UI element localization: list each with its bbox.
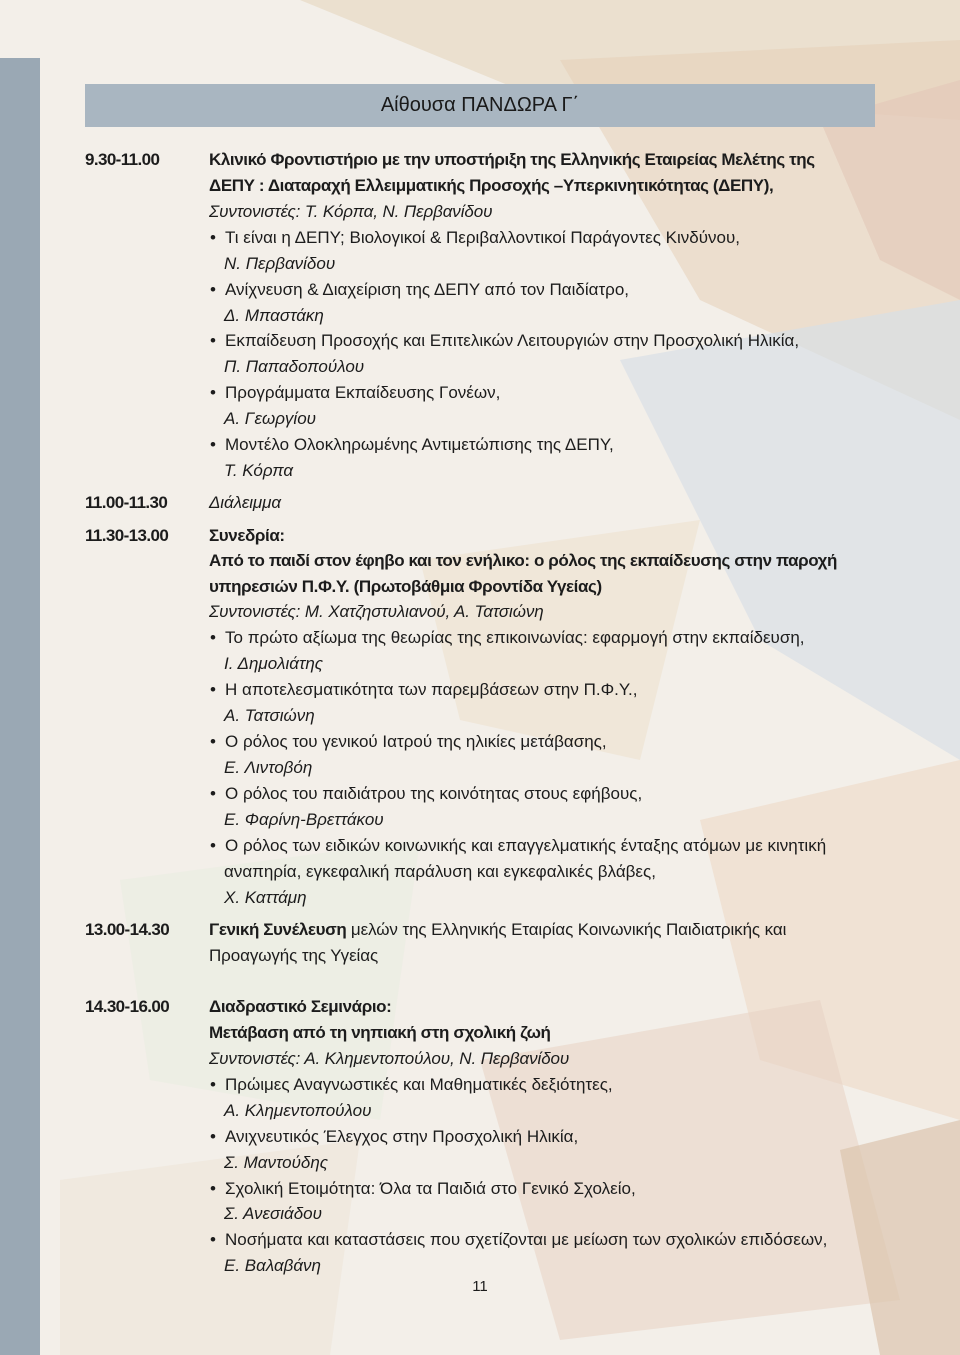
talk-item: • Η αποτελεσματικότητα των παρεμβάσεων στην Π.Φ.Υ., xyxy=(210,680,638,700)
assembly-desc: μελών της Ελληνικής Εταιρίας Κοινωνικής Παιδιατρικής και xyxy=(346,920,787,939)
assembly-line xyxy=(209,920,786,940)
session-title: Μετάβαση από τη νηπιακή στη σχολική ζωή xyxy=(209,1023,551,1042)
speaker-name: Ν. Περβανίδου xyxy=(224,254,336,273)
assembly-desc-cont: Προαγωγής της Υγείας xyxy=(209,946,379,965)
talk-item: • Ανιχνευτικός Έλεγχος στην Προσχολική Ηλικία, xyxy=(210,1127,578,1147)
page-number: 11 xyxy=(472,1278,488,1295)
talk-item: • Τι είναι η ΔΕΠΥ; Βιολογικοί & Περιβαλλοντικοί Παράγοντες Κινδύνου, xyxy=(210,228,740,248)
break-label: Διάλειμμα xyxy=(209,493,281,512)
room-title: Αίθουσα ΠΑΝΔΩΡΑ Γ΄ xyxy=(380,94,580,116)
talk-item: • Ο ρόλος του παιδιάτρου της κοινότητας στους εφήβους, xyxy=(210,784,642,804)
talk-item: • Ο ρόλος των ειδικών κοινωνικής και επαγγελματικής ένταξης ατόμων με κινητική xyxy=(210,836,826,856)
session-title: Κλινικό Φροντιστήριο με την υποστήριξη της Ελληνικής Εταιρείας Μελέτης της xyxy=(209,150,815,169)
talk-item: • Προγράμματα Εκπαίδευσης Γονέων, xyxy=(210,383,500,403)
session-title: Από το παιδί στον έφηβο και τον ενήλικο: ο ρόλος της εκπαίδευσης στην παροχή xyxy=(209,551,838,570)
speaker-name: Χ. Καττάμη xyxy=(224,888,307,907)
speaker-name: Σ. Μαντούδης xyxy=(224,1153,329,1172)
speaker-name: Τ. Κόρπα xyxy=(224,461,294,480)
talk-item: • Ο ρόλος του γενικού Ιατρού της ηλικίες μετάβασης, xyxy=(210,732,607,752)
session-time: 14.30-16.00 xyxy=(85,997,170,1016)
session-title-cont: υπηρεσιών Π.Φ.Υ. (Πρωτοβάθμια Φροντίδα Υγείας) xyxy=(209,577,602,596)
break-time: 11.00-11.30 xyxy=(85,493,168,512)
talk-item-cont: αναπηρία, εγκεφαλική παράλυση και εγκεφαλικές βλάβες, xyxy=(224,862,656,881)
session-label: Συνεδρία: xyxy=(209,526,285,545)
session-time: 9.30-11.00 xyxy=(85,150,160,169)
session-time: 11.30-13.00 xyxy=(85,526,169,545)
speaker-name: Ε. Φαρίνη-Βρεττάκου xyxy=(224,810,384,829)
talk-item: • Εκπαίδευση Προσοχής και Επιτελικών Λειτουργιών στην Προσχολική Ηλικία, xyxy=(210,331,799,351)
talk-item: • Το πρώτο αξίωμα της θεωρίας της επικοινωνίας: εφαρμογή στην εκπαίδευση, xyxy=(210,628,805,648)
speaker-name: Ε. Λιντοβόη xyxy=(224,758,313,777)
talk-item: • Σχολική Ετοιμότητα: Όλα τα Παιδιά στο Γενικό Σχολείο, xyxy=(210,1179,636,1199)
speaker-name: Α. Κλημεντοπούλου xyxy=(224,1101,372,1120)
speaker-name: Ε. Βαλαβάνη xyxy=(224,1256,321,1275)
speaker-name: Σ. Ανεσιάδου xyxy=(224,1204,322,1223)
speaker-name: Δ. Μπαστάκη xyxy=(224,306,324,325)
speaker-name: Α. Τατσιώνη xyxy=(224,706,315,725)
session-label: Διαδραστικό Σεμινάριο: xyxy=(209,997,392,1016)
talk-item: • Νοσήματα και καταστάσεις που σχετίζονται με μείωση των σχολικών επιδόσεων, xyxy=(210,1230,827,1250)
session-title-cont: ΔΕΠΥ : Διαταραχή Ελλειμματικής Προσοχής –Υπερκινητικότητας (ΔΕΠΥ), xyxy=(209,176,774,195)
talk-item: • Ανίχνευση & Διαχείριση της ΔΕΠΥ από τον Παιδίατρο, xyxy=(210,280,629,300)
coordinators: Συντονιστές: Α. Κλημεντοπούλου, Ν. Περβανίδου xyxy=(209,1049,570,1068)
speaker-name: Ι. Δημολιάτης xyxy=(224,654,324,673)
coordinators: Συντονιστές: Τ. Κόρπα, Ν. Περβανίδου xyxy=(209,202,493,221)
coordinators: Συντονιστές: Μ. Χατζηστυλιανού, Α. Τατσιώνη xyxy=(209,602,544,621)
speaker-name: Π. Παπαδοπούλου xyxy=(224,357,365,376)
talk-item: • Μοντέλο Ολοκληρωμένης Αντιμετώπισης της ΔΕΠΥ, xyxy=(210,435,614,455)
session-time: 13.00-14.30 xyxy=(85,920,170,939)
talk-item: • Πρώιμες Αναγνωστικές και Μαθηματικές δεξιότητες, xyxy=(210,1075,613,1095)
assembly-title: Γενική Συνέλευση xyxy=(209,920,347,939)
speaker-name: Α. Γεωργίου xyxy=(224,409,317,428)
